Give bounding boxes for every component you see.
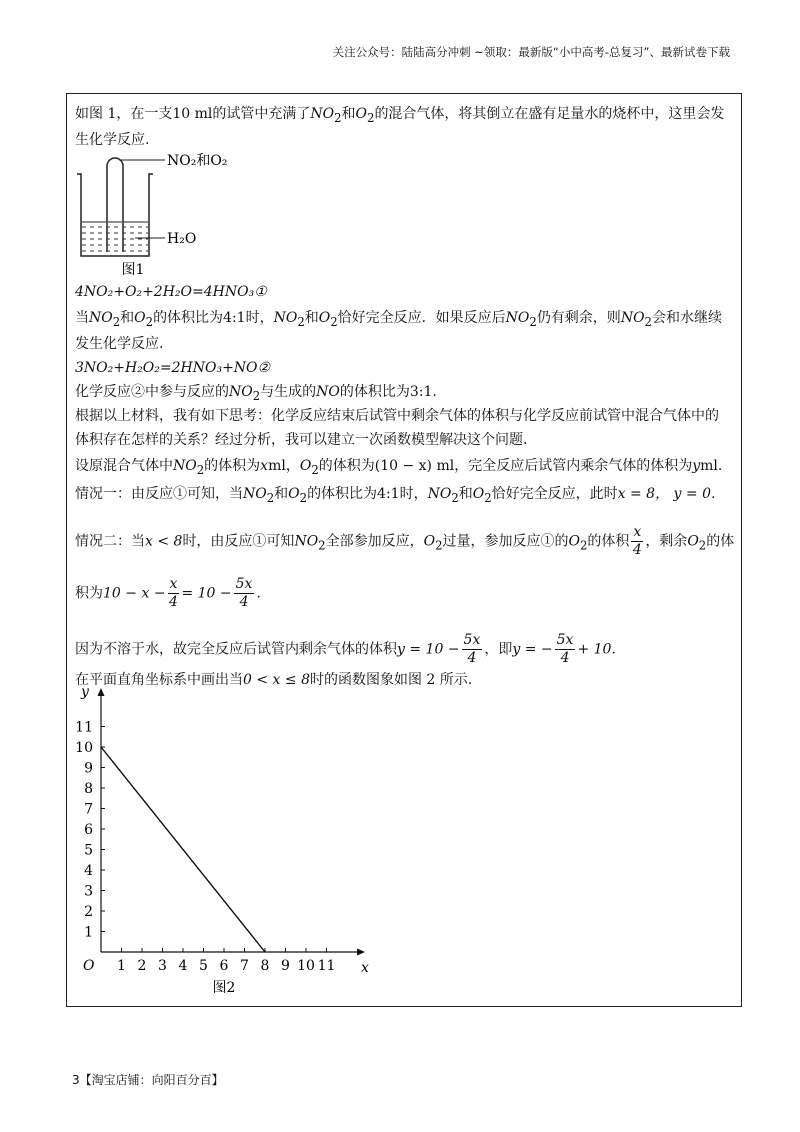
text: 时，由反应①可知: [182, 533, 295, 550]
fraction-x-over-4: [631, 524, 643, 559]
formula-no2: NO: [243, 486, 267, 502]
x-tick-label: 4: [178, 958, 188, 974]
formula-o2: O: [423, 533, 436, 550]
sub: 2: [484, 490, 492, 505]
x-tick-label: 6: [219, 958, 229, 974]
y-tick-label: 8: [84, 781, 93, 797]
y-axis-label: y: [81, 684, 89, 700]
text: 在平面直角坐标系中画出当: [75, 672, 243, 688]
formula-no2: NO: [427, 486, 452, 502]
formula-no2: NO: [173, 458, 197, 474]
formula-no2: NO: [89, 310, 113, 326]
sub: 2: [698, 538, 707, 553]
text: (10 − x) ml，完全反应后试管内乘余气体的体积为: [374, 458, 693, 474]
formula-o2: O: [288, 486, 300, 502]
sub: 2: [334, 110, 342, 125]
figure-2-caption: 图2: [212, 980, 236, 996]
text: 仍有剩余，则: [536, 310, 621, 326]
text: 的体积为: [204, 458, 261, 474]
x-tick-label: 5: [199, 958, 208, 974]
denominator: 4: [169, 594, 178, 610]
text: 与生成的: [260, 384, 317, 400]
sub: 2: [435, 538, 443, 553]
expr: = 10 −: [181, 585, 232, 602]
text: 如图 1，在一支10 ml的试管中充满了: [75, 106, 311, 122]
formula-o2: O: [687, 533, 699, 550]
denominator: 4: [239, 594, 249, 610]
fraction-5x-over-4: [462, 632, 483, 667]
paragraph-thinking-cont: 体积存在怎样的关系？经过分析，我可以建立一次函数模型解决这个问题.: [75, 432, 528, 448]
text: 的体积比为4:1时，: [307, 486, 428, 502]
sub: 2: [196, 462, 205, 477]
equation-2: 3NO₂+H₂O₂=2HNO₃+NO②: [75, 360, 271, 376]
x-tick-label: 7: [240, 958, 249, 974]
text: 积为: [75, 585, 103, 602]
water-label: H₂O: [167, 231, 197, 247]
formula-o2: O: [299, 458, 312, 474]
paragraph-function: [75, 632, 733, 667]
paragraph-graph-intro: [75, 670, 733, 690]
page-header: 关注公众号：陆陆高分冲刺 ~领取：最新版“小中高考-总复习”、最新试卷下载: [332, 45, 730, 59]
sub: 2: [112, 314, 121, 329]
numerator: 5x: [235, 576, 253, 592]
text: ml.: [700, 458, 723, 474]
text: 的体积为: [318, 458, 375, 474]
text: 和: [458, 486, 473, 502]
y-tick-label: 2: [84, 904, 93, 920]
y-tick-label: 1: [84, 924, 93, 941]
numerator: x: [169, 576, 178, 592]
text: 当: [75, 310, 89, 326]
figure-2-chart: [67, 684, 369, 1000]
text: 和: [274, 486, 289, 502]
var-y: y: [692, 458, 701, 474]
numerator: x: [633, 524, 642, 540]
paragraph-case-2-cont: [75, 576, 733, 611]
paragraph-reaction-2: [75, 382, 733, 406]
text: 和: [304, 310, 319, 326]
formula-no2: NO: [310, 106, 335, 122]
x-tick-label: 1: [117, 958, 126, 974]
sub: 2: [297, 314, 305, 329]
page-footer: 3【淘宝店铺：向阳百分百】: [72, 1073, 224, 1087]
sub: 2: [330, 314, 338, 329]
numerator: 5x: [463, 632, 481, 648]
inequality: x < 8: [145, 533, 183, 550]
sub: 2: [644, 314, 652, 329]
inequality: 0 < x ≤ 8: [243, 672, 310, 688]
text: ，剩余: [645, 533, 688, 550]
y-tick-label: 4: [84, 863, 93, 879]
y-tick-label: 11: [75, 719, 93, 736]
y-tick-label: 9: [84, 760, 93, 777]
expr: + 10.: [577, 641, 616, 658]
text: 和: [341, 106, 356, 122]
paragraph-case-1: [75, 484, 733, 508]
text: 情况二：当: [75, 533, 145, 550]
series-line: [101, 747, 265, 952]
y-tick-label: 3: [84, 883, 93, 900]
formula-no2: NO: [229, 384, 253, 400]
text: 时的函数图象如图 2 所示.: [309, 672, 473, 688]
paragraph-case-2: [75, 524, 733, 559]
denominator: 4: [560, 650, 570, 666]
paragraph-ratio-cont: 发生化学反应.: [75, 336, 164, 352]
expr: 10 − x −: [103, 585, 166, 602]
text: ml，: [268, 458, 300, 474]
paragraph-ratio: [75, 308, 733, 332]
text: 全部参加反应，: [325, 533, 424, 550]
paragraph-setup: [75, 456, 733, 480]
x-tick-label: 3: [158, 958, 167, 974]
expr: y = −: [512, 641, 553, 658]
sub: 2: [451, 490, 459, 505]
tube-water: [108, 222, 122, 252]
sub: 2: [311, 462, 319, 477]
y-tick-label: 6: [84, 822, 93, 838]
x-tick-label: 9: [281, 958, 290, 974]
text: 和: [120, 310, 135, 326]
text: 的体积: [587, 533, 630, 550]
text: 设原混合气体中: [75, 458, 173, 474]
formula-no2: NO: [294, 533, 319, 550]
paragraph-intro-cont: 生化学反应.: [75, 132, 150, 148]
text: ，即: [484, 641, 513, 658]
sub: 2: [579, 538, 588, 553]
text: 恰好完全反应，此时: [491, 486, 618, 502]
x-tick-label: 11: [317, 958, 336, 974]
formula-o2: O: [134, 310, 146, 326]
text: 会和水继续: [651, 310, 722, 326]
x-tick-label: 2: [137, 958, 147, 974]
y-tick-label: 10: [75, 740, 93, 756]
sub: 2: [318, 538, 326, 553]
paragraph-intro: [75, 104, 733, 128]
sub: 2: [529, 314, 537, 329]
expr: y = 10 −: [397, 641, 460, 658]
x-axis-arrow: [357, 949, 365, 956]
paragraph-thinking: 根据以上材料，我有如下思考：化学反应结束后试管中剩余气体的体积与化学反应前试管中混合气体中的: [75, 408, 719, 424]
text: 的体: [706, 533, 735, 550]
text: x = 8， y = 0.: [617, 486, 716, 502]
fraction-5x-over-4: [234, 576, 255, 611]
sub: 2: [266, 490, 275, 505]
x-axis-label: x: [361, 960, 369, 976]
content-box: [66, 93, 742, 1007]
denominator: 4: [467, 650, 477, 666]
formula-no2: NO: [273, 310, 298, 326]
var-x: x: [260, 458, 269, 474]
text: 因为不溶于水，故完全反应后试管内剩余气体的体积: [75, 641, 397, 658]
numerator: 5x: [556, 632, 574, 648]
formula-o2: O: [472, 486, 485, 502]
figure-1-beaker: [73, 152, 243, 280]
formula-no2: NO: [505, 310, 530, 326]
formula-o2: O: [568, 533, 580, 550]
figure-1-caption: 图1: [121, 262, 145, 278]
formula-o2: O: [355, 106, 368, 122]
text: 过量，参加反应①的: [442, 533, 569, 550]
text: .: [256, 585, 261, 602]
fraction-x-over-4: [168, 576, 180, 611]
text: 的体积比为3:1.: [339, 384, 437, 400]
sub: 2: [145, 314, 154, 329]
formula-o2: O: [318, 310, 331, 326]
text: 情况一：由反应①可知，当: [75, 486, 243, 502]
text: 化学反应②中参与反应的: [75, 384, 229, 400]
sub: 2: [367, 110, 375, 125]
equation-1: 4NO₂+O₂+2H₂O=4HNO₃①: [75, 284, 267, 300]
denominator: 4: [632, 542, 642, 558]
y-tick-label: 7: [84, 801, 93, 818]
text: 的混合气体，将其倒立在盛有足量水的烧杯中，这里会发: [374, 106, 725, 122]
x-tick-label: 8: [260, 958, 270, 974]
origin-label: O: [83, 958, 95, 974]
sub: 2: [299, 490, 308, 505]
text: 的体积比为4:1时，: [153, 310, 274, 326]
fraction-5x-over-4: [555, 632, 576, 667]
formula-no: NO: [316, 384, 340, 400]
x-tick-label: 10: [297, 958, 315, 974]
formula-no2: NO: [620, 310, 645, 326]
y-tick-label: 5: [84, 842, 93, 859]
sub: 2: [252, 388, 261, 403]
text: 恰好完全反应．如果反应后: [337, 310, 506, 326]
gas-label: NO₂和O₂: [167, 153, 228, 169]
